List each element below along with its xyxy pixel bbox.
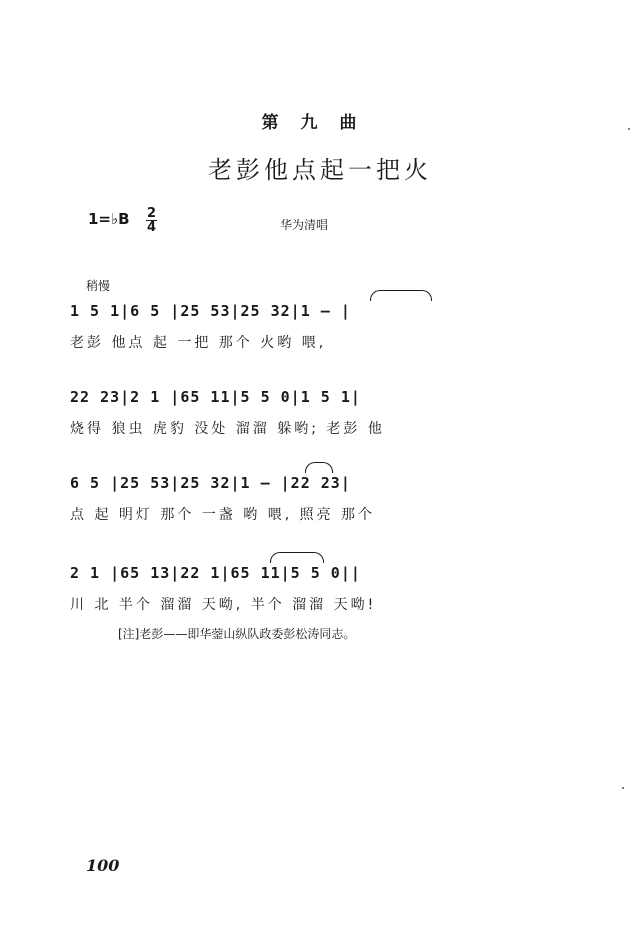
- scan-speck: [622, 787, 624, 789]
- time-signature-top: 2: [146, 206, 157, 221]
- notation-line: 6 5 |25 53|25 32|1 — |22 23|: [70, 474, 351, 492]
- time-signature-bottom: 4: [146, 220, 157, 235]
- section-title: 第九曲: [261, 113, 379, 133]
- footnote: [注]老彭——即华蓥山纵队政委彭松涛同志。: [118, 627, 356, 641]
- scan-speck: [628, 128, 630, 130]
- notation-line: 1 5 1|6 5 |25 53|25 32|1 — |: [70, 302, 351, 320]
- slur-mark: [270, 552, 324, 563]
- time-signature: [146, 207, 157, 234]
- notation-line: 2 1 |65 13|22 1|65 11|5 5 0||: [70, 564, 361, 582]
- lyrics-line: 点 起 明灯 那个 一盏 哟 喂, 照亮 那个: [70, 507, 376, 523]
- singer-credit: 华为清唱: [280, 218, 329, 232]
- notation-line: 22 23|2 1 |65 11|5 5 0|1 5 1|: [70, 388, 361, 406]
- slur-mark: [305, 462, 333, 473]
- lyrics-line: 川 北 半个 溜溜 天呦, 半个 溜溜 天呦!: [70, 597, 377, 613]
- slur-mark: [370, 290, 432, 301]
- score-row-4: [70, 564, 550, 624]
- tempo-marking: 稍慢: [86, 279, 111, 293]
- score-row-1: [70, 302, 550, 362]
- song-title: 老彭他点起一把火: [208, 156, 432, 184]
- key-signature: 1=♭B: [88, 210, 130, 228]
- lyrics-line: 烧得 狼虫 虎豹 没处 溜溜 躲哟; 老彭 他: [70, 421, 385, 437]
- score-row-3: [70, 474, 550, 534]
- page-number: 100: [86, 856, 120, 875]
- lyrics-line: 老彭 他点 起 一把 那个 火哟 喂,: [70, 335, 327, 351]
- score-row-2: [70, 388, 550, 448]
